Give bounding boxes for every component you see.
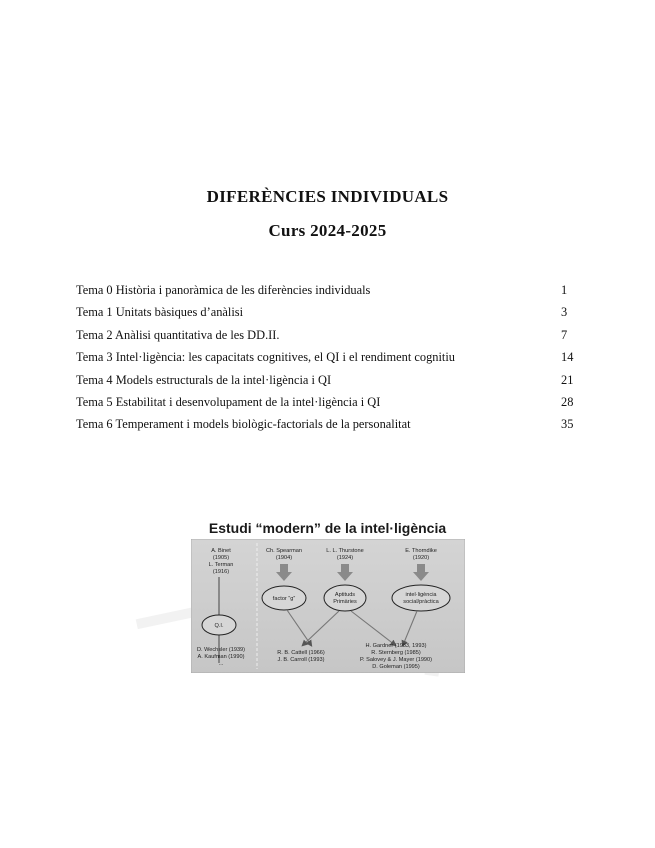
thurstone-label: L. L. Thurstone xyxy=(326,548,364,554)
primary-aptitudes-label-2: Primàries xyxy=(333,599,357,605)
primary-aptitudes-oval xyxy=(324,585,366,611)
spearman-label: Ch. Spearman xyxy=(265,548,303,554)
toc-entry-page: 7 xyxy=(561,327,568,342)
toc-entry-page: 3 xyxy=(561,305,568,320)
goleman-label: D. Goleman (1995) xyxy=(372,664,420,670)
kaufman-label: A. Kaufman (1990) xyxy=(197,654,245,660)
intelligence-diagram xyxy=(191,539,465,673)
toc-entry-label: Tema 6 Temperament i models biològic-factorials de la personalitat xyxy=(76,417,411,432)
toc-entry-page: 28 xyxy=(561,394,574,409)
toc-entry xyxy=(76,372,581,394)
table-of-contents xyxy=(76,282,581,439)
thurstone-year: (1924) xyxy=(336,555,354,561)
toc-entry-label: Tema 4 Models estructurals de la intel·ligència i QI xyxy=(76,372,332,387)
social-intelligence-oval xyxy=(392,585,450,611)
toc-entry xyxy=(76,304,581,326)
toc-entry-page: 21 xyxy=(561,372,574,387)
terman-year: (1916) xyxy=(212,569,230,575)
toc-entry xyxy=(76,282,581,304)
primary-aptitudes-label-1: Aptituds xyxy=(334,592,356,598)
social-intelligence-label-1: intel·ligència xyxy=(405,592,437,598)
terman-label: L. Terman xyxy=(208,562,234,568)
wechsler-label: D. Wechsler (1939) xyxy=(196,647,246,653)
toc-entry-label: Tema 0 Història i panoràmica de les diferències individuals xyxy=(76,283,371,297)
toc-entry-page: 35 xyxy=(561,417,574,432)
g-factor-oval-label: factor “g” xyxy=(272,596,296,602)
toc-entry-page: 14 xyxy=(561,350,574,365)
toc-entry-label: Tema 3 Intel·ligència: les capacitats cognitives, el QI i el rendiment cognitiu xyxy=(76,350,455,365)
toc-entry xyxy=(76,327,581,349)
thorndike-year: (1920) xyxy=(412,555,430,561)
social-intelligence-label-2: social/pràctica xyxy=(403,599,439,605)
toc-entry xyxy=(76,416,581,438)
course-year: Curs 2024-2025 xyxy=(268,221,387,240)
binet-label: A. Binet xyxy=(211,548,231,554)
binet-year: (1905) xyxy=(212,555,230,561)
thorndike-label: E. Thorndike xyxy=(405,548,437,554)
toc-entry xyxy=(76,394,581,416)
toc-entry-label: Tema 2 Anàlisi quantitativa de les DD.II. xyxy=(76,327,280,342)
toc-entry-label: Tema 1 Unitats bàsiques d’anàlisi xyxy=(76,305,244,320)
carroll-label: J. B. Carroll (1993) xyxy=(277,657,325,663)
gardner-label: H. Gardner (1983, 1993) xyxy=(365,643,427,649)
salovey-mayer-label: P. Salovey & J. Mayer (1990) xyxy=(359,657,433,663)
ellipsis-label: ... xyxy=(218,661,224,667)
document-title: DIFERÈNCIES INDIVIDUALS xyxy=(206,187,449,206)
figure-title: Estudi “modern” de la intel·ligència xyxy=(208,520,447,536)
toc-entry xyxy=(76,349,581,371)
cattell-label: R. B. Cattell (1966) xyxy=(277,650,325,656)
toc-entry-label: Tema 5 Estabilitat i desenvolupament de la intel·ligència i QI xyxy=(76,394,381,409)
qi-oval-label: Q.I. xyxy=(214,623,224,629)
sternberg-label: R. Sternberg (1985) xyxy=(371,650,421,656)
toc-entry-page: 1 xyxy=(561,283,568,297)
spearman-year: (1904) xyxy=(275,555,293,561)
